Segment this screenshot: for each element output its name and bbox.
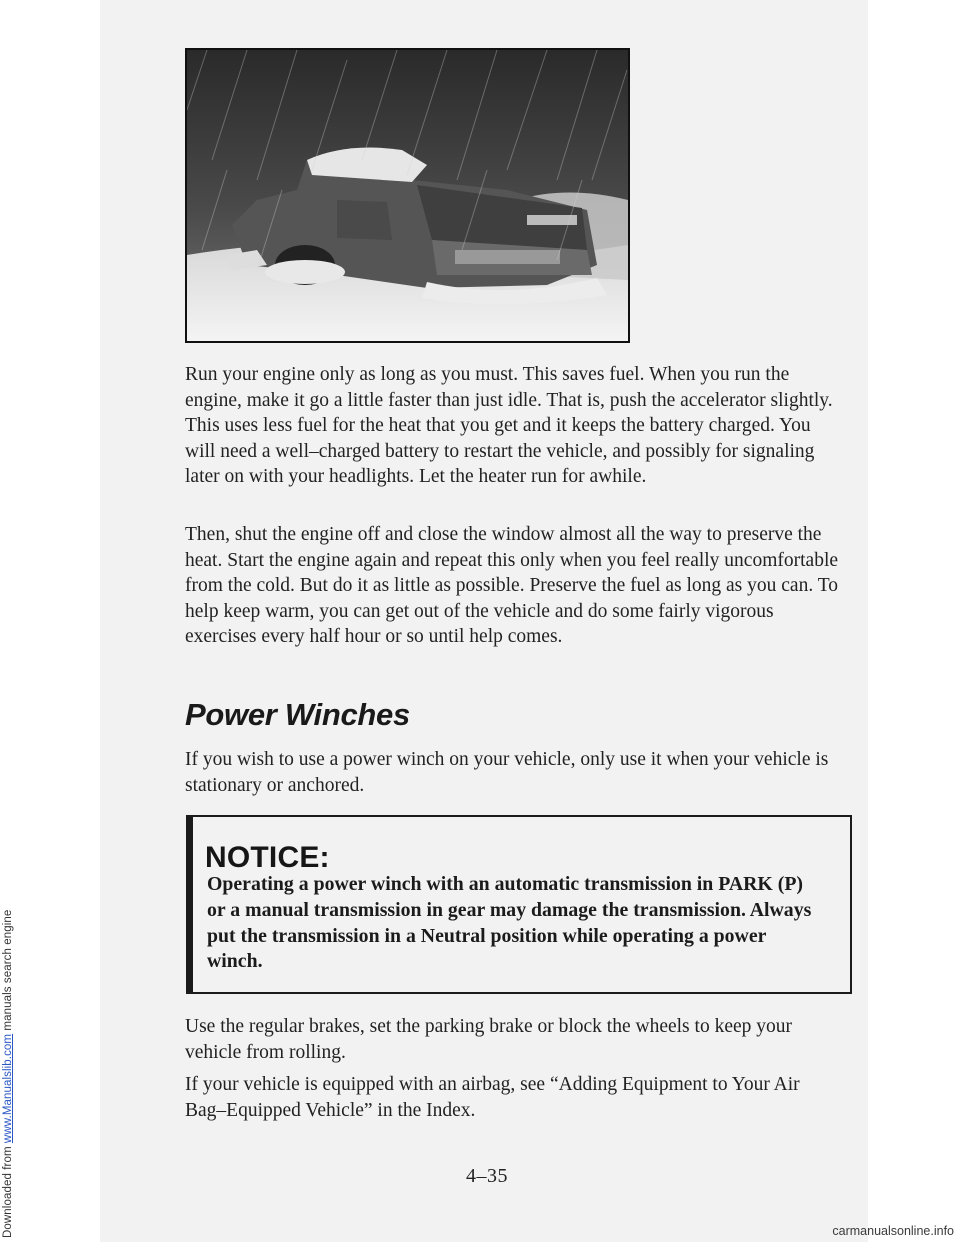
page-number: 4–35 [466,1165,508,1187]
paragraph-winch-intro [185,747,845,798]
footer-watermark: carmanualsonline.info [832,1224,954,1238]
paragraph-text: If your vehicle is equipped with an airbag, see “Adding Equipment to Your Air Bag–Equipped Vehicle” in the Index. [185,1074,800,1121]
paragraph-run-engine [185,362,845,490]
paragraph-text: If you wish to use a power winch on your vehicle, only use it when your vehicle is stationary or anchored. [185,749,829,796]
section-title: Power Winches [185,697,410,732]
notice-title: NOTICE: [205,841,330,874]
notice-box [186,815,852,994]
paragraph-text: Run your engine only as long as you must. This saves fuel. When you run the engine, make it go a little faster than just idle. That is, push the accelerator slightly. This uses less fuel for the heat that you get and it keeps the battery charged. You will need a well–charged battery to restart the vehicle, and possibly for signaling later on with your headlights. Let the heater run for awhile. [185,364,833,488]
notice-body: Operating a power winch with an automatic transmission in PARK (P) or a manual transmission in gear may damage the transmission. Always put the transmission in a Neutral position while operating a power winch. [207,873,812,973]
side-watermark [2,910,14,1238]
manualslib-link[interactable]: www.Manualslib.com [2,1033,14,1144]
paragraph-shut-engine [185,522,845,650]
paragraph-text: Use the regular brakes, set the parking brake or block the wheels to keep your vehicle from rolling. [185,1016,792,1063]
notice-left-rule [188,817,193,992]
paragraph-brakes [185,1014,845,1065]
paragraph-airbag [185,1072,845,1123]
snowbound-truck-photo [185,48,630,343]
watermark-suffix: manuals search engine [2,909,14,1034]
watermark-prefix: Downloaded from [2,1143,14,1238]
paragraph-text: Then, shut the engine off and close the window almost all the way to preserve the heat. Start the engine again and repeat this only when you feel really uncomfortable from the cold. But do it as little as possible. Preserve the fuel as long as you can. To help keep warm, you can get out of the vehicle and do some fairly vigorous exercises every half hour or so until help comes. [185,524,839,648]
